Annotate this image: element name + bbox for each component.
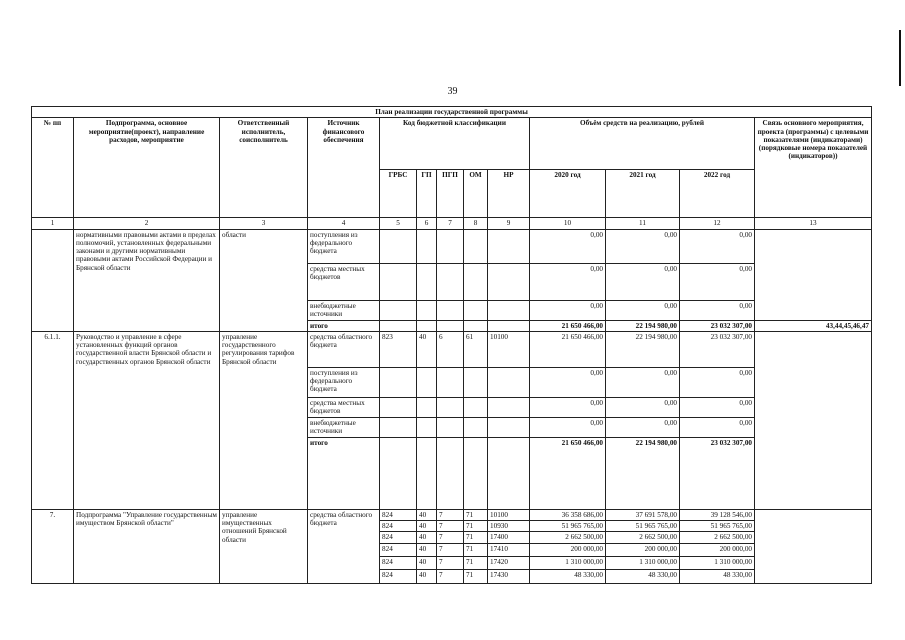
grbs: 824 [380, 556, 417, 569]
value-2022: 0,00 [680, 417, 755, 437]
row-num [32, 229, 74, 331]
column-number: 12 [680, 218, 755, 229]
header-budget-code: Код бюджетной классификации [380, 118, 530, 170]
value-2021: 200 000,00 [606, 543, 680, 556]
column-number: 11 [606, 218, 680, 229]
indicator-link [755, 331, 872, 509]
gp: 40 [417, 331, 437, 367]
grbs: 823 [380, 331, 417, 367]
page-edge-line [899, 30, 901, 86]
column-number: 3 [220, 218, 308, 229]
table-caption-row [32, 107, 872, 118]
nr: 10100 [488, 509, 530, 520]
om: 71 [464, 543, 488, 556]
activity-name: Руководство и управление в сфере установленных функций органов государственной власти Брянской области и государственных органов Брянской области [74, 331, 220, 509]
value-2021: 0,00 [606, 300, 680, 320]
value-2021: 0,00 [606, 263, 680, 300]
value-2022: 23 032 307,00 [680, 331, 755, 367]
nr: 10100 [488, 331, 530, 367]
source: средства областного бюджета [308, 331, 380, 367]
value-2021: 1 310 000,00 [606, 556, 680, 569]
header-source: Источник финансового обеспечения [308, 118, 380, 218]
nr: 17420 [488, 556, 530, 569]
header-2020: 2020 год [530, 170, 606, 218]
nr: 17400 [488, 532, 530, 543]
column-numbers-row [32, 218, 872, 229]
total-2022: 23 032 307,00 [680, 437, 755, 509]
value-2021: 51 965 765,00 [606, 521, 680, 532]
value-2020: 51 965 765,00 [530, 521, 606, 532]
source-total: итого [308, 320, 380, 331]
grbs: 824 [380, 521, 417, 532]
header-om: ОМ [464, 170, 488, 218]
indicator-link: 43,44,45,46,47 [755, 320, 872, 331]
value-2020: 0,00 [530, 417, 606, 437]
column-number: 2 [74, 218, 220, 229]
header-grbs: ГРБС [380, 170, 417, 218]
value-2021: 0,00 [606, 397, 680, 417]
value-2022: 51 965 765,00 [680, 521, 755, 532]
table-row [32, 509, 872, 520]
value-2022: 0,00 [680, 367, 755, 397]
column-number: 4 [308, 218, 380, 229]
value-2020: 0,00 [530, 263, 606, 300]
total-2021: 22 194 980,00 [606, 320, 680, 331]
column-number: 10 [530, 218, 606, 229]
pgp: 7 [437, 569, 464, 583]
executor: управление государственного регулирования тарифов Брянской области [220, 331, 308, 509]
value-2022: 200 000,00 [680, 543, 755, 556]
value-2020: 200 000,00 [530, 543, 606, 556]
total-2020: 21 650 466,00 [530, 437, 606, 509]
total-2022: 23 032 307,00 [680, 320, 755, 331]
header-program: Подпрограмма, основное мероприятие(проект), направление расходов, мероприятие [74, 118, 220, 218]
value-2020: 2 662 500,00 [530, 532, 606, 543]
om: 71 [464, 556, 488, 569]
pgp: 6 [437, 331, 464, 367]
activity-name: Подпрограмма "Управление государственным имуществом Брянской области" [74, 509, 220, 583]
nr: 17430 [488, 569, 530, 583]
value-2022: 0,00 [680, 397, 755, 417]
grbs: 824 [380, 543, 417, 556]
value-2022: 0,00 [680, 229, 755, 263]
grbs: 824 [380, 569, 417, 583]
grbs: 824 [380, 509, 417, 520]
value-2020: 0,00 [530, 229, 606, 263]
column-number: 8 [464, 218, 488, 229]
table-caption: План реализации государственной программы [32, 107, 872, 118]
header-2021: 2021 год [606, 170, 680, 218]
source: средства местных бюджетов [308, 263, 380, 300]
indicator-link [755, 229, 872, 320]
gp: 40 [417, 509, 437, 520]
value-2022: 0,00 [680, 263, 755, 300]
column-number: 7 [437, 218, 464, 229]
value-2021: 37 691 578,00 [606, 509, 680, 520]
pgp: 7 [437, 521, 464, 532]
gp: 40 [417, 521, 437, 532]
column-number: 1 [32, 218, 74, 229]
executor: управление имущественных отношений Брянской области [220, 509, 308, 583]
om: 61 [464, 331, 488, 367]
value-2020: 48 330,00 [530, 569, 606, 583]
value-2020: 36 358 686,00 [530, 509, 606, 520]
gp: 40 [417, 532, 437, 543]
header-2022: 2022 год [680, 170, 755, 218]
value-2020: 0,00 [530, 300, 606, 320]
om: 71 [464, 569, 488, 583]
source: поступления из федерального бюджета [308, 367, 380, 397]
page-number: 39 [447, 86, 458, 97]
header-row-1 [32, 118, 872, 170]
source-total: итого [308, 437, 380, 509]
pgp: 7 [437, 509, 464, 520]
total-2021: 22 194 980,00 [606, 437, 680, 509]
column-number: 6 [417, 218, 437, 229]
header-num: № пп [32, 118, 74, 218]
pgp: 7 [437, 556, 464, 569]
grbs: 824 [380, 532, 417, 543]
row-num: 6.1.1. [32, 331, 74, 509]
value-2021: 48 330,00 [606, 569, 680, 583]
value-2020: 0,00 [530, 367, 606, 397]
value-2020: 0,00 [530, 397, 606, 417]
indicator-link [755, 509, 872, 583]
value-2020: 21 650 466,00 [530, 331, 606, 367]
source: поступления из федерального бюджета [308, 229, 380, 263]
om: 71 [464, 532, 488, 543]
table-row [32, 229, 872, 263]
gp: 40 [417, 543, 437, 556]
header-link: Связь основного мероприятия, проекта (программы) с целевыми показателями (индикаторами) (порядковые номера показателей (индикаторов)) [755, 118, 872, 218]
value-2020: 1 310 000,00 [530, 556, 606, 569]
executor: области [220, 229, 308, 331]
column-number: 5 [380, 218, 417, 229]
value-2022: 2 662 500,00 [680, 532, 755, 543]
header-executor: Ответственный исполнитель, соисполнитель [220, 118, 308, 218]
value-2022: 39 128 546,00 [680, 509, 755, 520]
total-2020: 21 650 466,00 [530, 320, 606, 331]
value-2021: 2 662 500,00 [606, 532, 680, 543]
row-num: 7. [32, 509, 74, 583]
activity-name: нормативными правовыми актами в пределах полномочий, установленных федеральными законами и другими нормативными правовыми актами Российской Федерации и Брянской области [74, 229, 220, 331]
pgp: 7 [437, 532, 464, 543]
om: 71 [464, 521, 488, 532]
value-2022: 48 330,00 [680, 569, 755, 583]
nr: 10930 [488, 521, 530, 532]
header-volume: Объём средств на реализацию, рублей [530, 118, 755, 170]
om: 71 [464, 509, 488, 520]
source: средства местных бюджетов [308, 397, 380, 417]
column-number: 13 [755, 218, 872, 229]
header-pgp: ПГП [437, 170, 464, 218]
value-2021: 0,00 [606, 367, 680, 397]
gp: 40 [417, 569, 437, 583]
header-nr: НР [488, 170, 530, 218]
value-2021: 22 194 980,00 [606, 331, 680, 367]
value-2022: 1 310 000,00 [680, 556, 755, 569]
source: внебюджетные источники [308, 300, 380, 320]
table-row [32, 331, 872, 367]
source: внебюджетные источники [308, 417, 380, 437]
value-2021: 0,00 [606, 417, 680, 437]
column-number: 9 [488, 218, 530, 229]
nr: 17410 [488, 543, 530, 556]
value-2022: 0,00 [680, 300, 755, 320]
header-gp: ГП [417, 170, 437, 218]
gp: 40 [417, 556, 437, 569]
value-2021: 0,00 [606, 229, 680, 263]
program-plan-table [31, 106, 872, 584]
source: средства областного бюджета [308, 509, 380, 583]
pgp: 7 [437, 543, 464, 556]
